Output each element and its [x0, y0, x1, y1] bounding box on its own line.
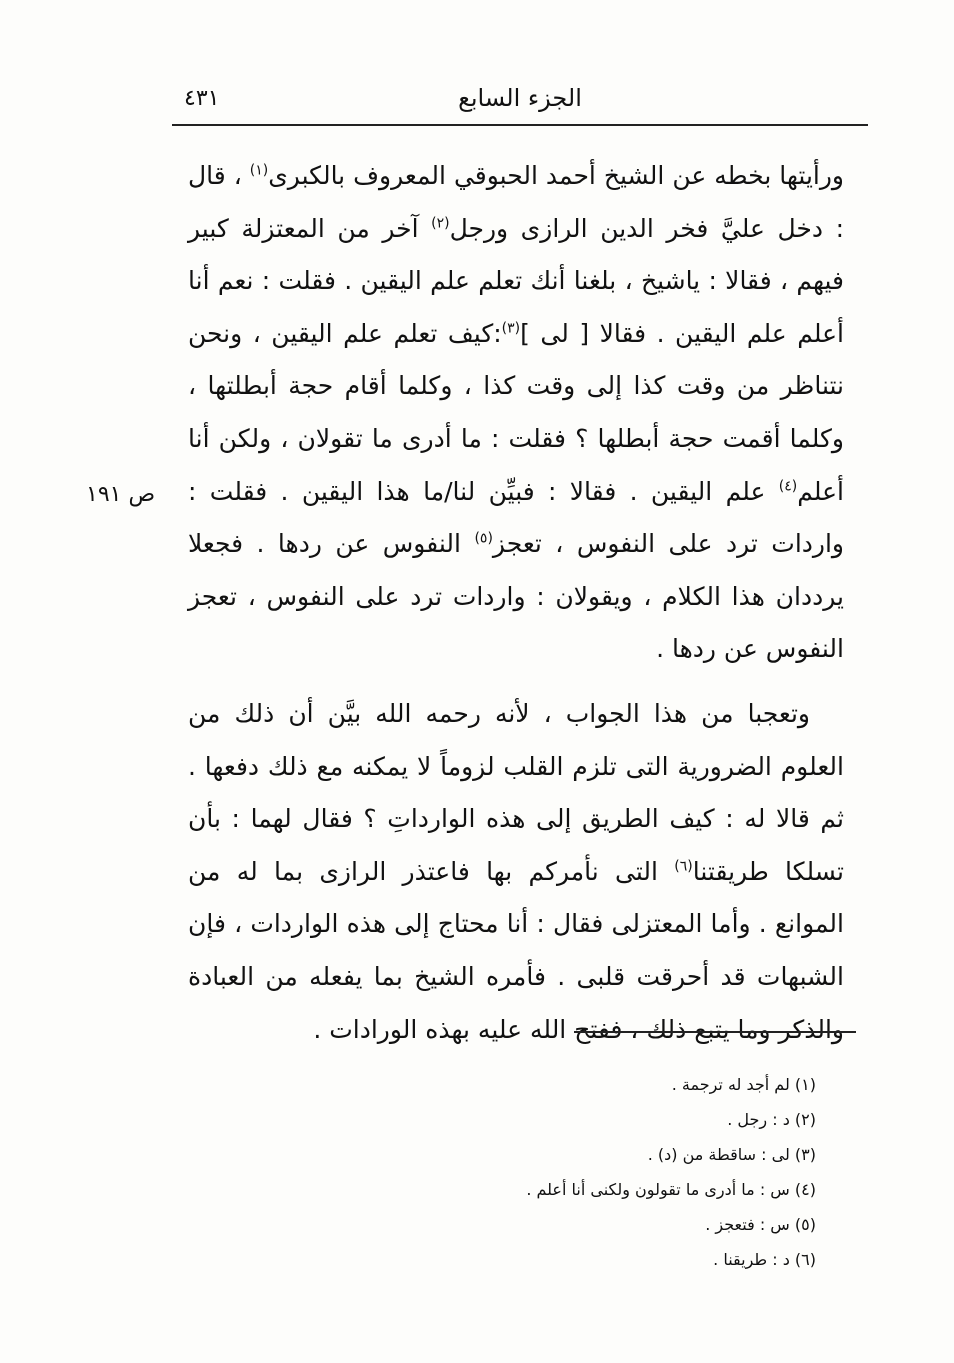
footnote: (١) لم أجد له ترجمة .	[671, 1075, 816, 1094]
footnote-reference: (٣)	[501, 320, 521, 337]
footnotes	[376, 1067, 816, 1277]
text-run: التى نأمركم بها فاعتذر الرازى بما له من الموانع . وأما المعتزلى فقال : أنا محتاج إلى هذه الواردات ، فإن الشبهات قد أحرقت قلبى . فأمره الشيخ بما يفعله من العبادة والذكر وما يتبع ذلك ، ففتح الله عليه بهذه الورادات .	[188, 856, 844, 1044]
text-run: ورأيتها بخطه عن الشيخ أحمد الحبوقي المعروف بالكبرى	[268, 161, 844, 190]
footnote-reference: (٤)	[778, 478, 798, 495]
footnote-reference: (٦)	[674, 858, 693, 875]
footnote: (٤) س : ما أدرى ما تقولون ولكنى أنا أعلم .	[526, 1180, 816, 1199]
text-run: ، قال : دخل عليَّ فخر الدين الرازى ورجل	[188, 161, 844, 243]
running-head: الجزء السابع	[458, 84, 582, 112]
body-text	[188, 150, 844, 1056]
footnote: (٥) س : فتعجز .	[705, 1215, 816, 1234]
footnote-reference: (٥)	[474, 530, 493, 547]
text-run: وتعجبا من هذا الجواب ، لأنه رحمه الله بيَّن أن ذلك من العلوم الضرورية التى تلزم القلب لزوماً لا يمكنه مع ذلك دفعها . ثم قالا له : كيف الطريق إلى هذه الوارداتِ ؟ فقال لهما : بأن تسلكا طريقتنا	[188, 698, 844, 886]
footnote-divider	[574, 1031, 856, 1033]
footnote: (٢) د : رجل .	[727, 1110, 816, 1129]
footnote-reference: (١)	[249, 162, 269, 179]
text-run: علم اليقين . فقالا : فبيِّن لنا/ما هذا اليقين . فقلت : واردات ترد على النفوس ، تعجز	[188, 476, 845, 559]
paragraph	[188, 150, 844, 676]
footnote: (٦) د : طريقنا .	[713, 1250, 816, 1269]
page-number: ٤٣١	[184, 86, 220, 111]
footnote-reference: (٢)	[431, 215, 450, 232]
text-run: :كيف تعلم علم اليقين ، ونحن نتناظر من وقت كذا إلى وقت كذا ، وكلما أقام حجة أبطلتها ، وكلما أقمت حجة أبطلها ؟ فقلت : ما أدرى ما تقولان ، ولكن أنا أعلم	[188, 318, 844, 506]
page-header	[172, 80, 868, 126]
text-run: النفوس عن ردها . فجعلا يرددان هذا الكلام ، ويقولان : واردات ترد على النفوس ، تعجز النفوس عن ردها .	[188, 529, 844, 664]
manuscript-page-marker: ص ١٩١	[86, 482, 156, 507]
text-run: آخر من المعتزلة كبير فيهم ، فقالا : ياشيخ ، بلغنا أنك تعلم علم اليقين . فقلت : نعم أنا أعلم علم اليقين . فقالا [ لى ]	[188, 213, 844, 348]
footnote: (٣) لى : ساقطة من (د) .	[647, 1145, 816, 1164]
paragraph	[188, 688, 844, 1056]
